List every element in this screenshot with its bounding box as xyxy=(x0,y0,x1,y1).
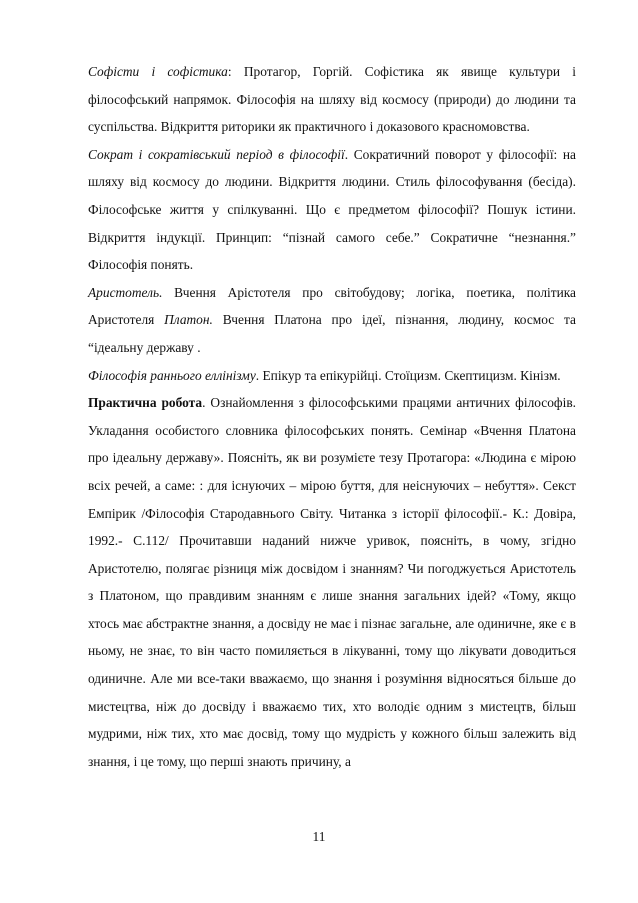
paragraph-text: : Протагор, Горгій. Софістика як явище культури і філософський напрямок. Філософія на шляху від космосу (природи) до людини та суспільства. Відкриття риторики як практичного і доказового красномовства. xyxy=(88,64,577,135)
paragraph-text: . Сократичний поворот у філософії: на шляху від космосу до людини. Відкриття людини. Стиль філософування (бесіда). Філософське життя у спілкуванні. Що є предметом філософії? Пошук істини. Відкриття індукції. Принцип: “пізнай самого себе.” Сократичне “незнання.” Філософія понять. xyxy=(88,146,576,273)
paragraph-text: . Ознайомлення з філософськими працями античних філософів. Укладання особистого словника філософських понять. Семінар «Вчення Платона про ідеальну державу». Поясніть, як ви розумієте тезу Протагора: «Людина є мірою всіх речей, а саме: : для існуючих – мірою буття, для неіснуючих – небуття». Секст Емпірик /Філософія Стародавнього Світу. Читанка з історії філософії.- К.: Довіра, 1992.- С.112/ Прочитавши наданий нижче уривок, поясніть, в чому, згідно Аристотелю, полягає різниця між досвідом і знанням? Чи погоджується Аристотель з Платоном, що правдивим знанням є лише знання загальних ідей? «Тому, якщо хтось має абстрактне знання, а досвіду не має і пізнає загальне, але одиничне, яке є в ньому, не знає, то він часто помиляється в лікуванні, тому що лікувати доводиться одиничне. Але ми все-таки вважаємо, що знання і розуміння відносяться більше до мистецтва, ніж до досвіду і вважаємо тих, хто володіє одним з мистецтв, більш мудрими, ніж тих, хто має досвід, тому що мудрість у кожного більш залежить від знання, і це тому, що перші знають причину, а xyxy=(88,395,576,769)
paragraph-text: Вчення Платона про ідеї, пізнання, людину, космос та “ідеальну державу . xyxy=(88,312,576,355)
paragraph-sophists xyxy=(88,58,576,141)
paragraph-aristotle-plato xyxy=(88,279,576,362)
topic-heading: Софісти і софістика xyxy=(88,64,228,79)
topic-heading: Філософія раннього еллінізму xyxy=(88,367,256,383)
page-body xyxy=(88,58,576,775)
paragraph-hellenism xyxy=(88,362,576,390)
practical-work-heading: Практична робота xyxy=(88,395,203,411)
topic-heading: Аристотель. xyxy=(88,284,163,300)
topic-heading: Платон. xyxy=(164,312,213,328)
paragraph-practical-work xyxy=(88,389,576,775)
paragraph-text: Вчення Арістотеля про світобудову; логіка, поетика, політика Аристотеля xyxy=(88,284,576,328)
paragraph-socrates xyxy=(88,141,576,279)
page-number: 11 xyxy=(312,829,326,844)
topic-heading: Сократ і сократівський період в філософії xyxy=(88,146,345,162)
paragraph-text: . Епікур та епікурійці. Стоїцизм. Скептицизм. Кінізм. xyxy=(255,367,561,383)
